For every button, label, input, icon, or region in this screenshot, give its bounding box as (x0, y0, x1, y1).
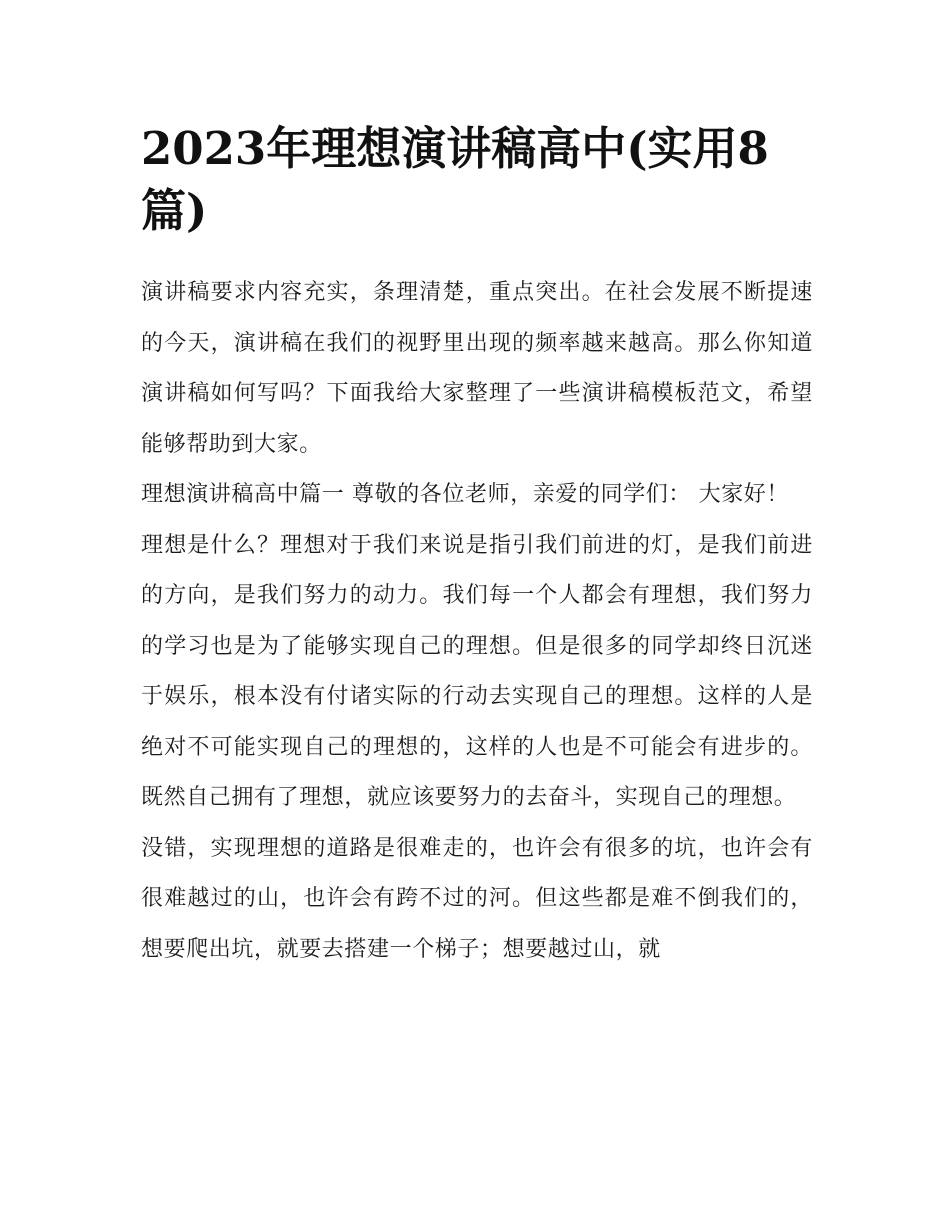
paragraph-ideal: 理想是什么？理想对于我们来说是指引我们前进的灯，是我们前进的方向，是我们努力的动力。我们每一个人都会有理想，我们努力的学习也是为了能够实现自己的理想。但是很多的同学却终日沉迷于娱乐，根本没有付诸实际的行动去实现自己的理想。这样的人是绝对不可能实现自己的理想的，这样的人也是不可能会有进步的。既然自己拥有了理想，就应该要努力的去奋斗，实现自己的理想。 (141, 532, 813, 810)
document-title: 2023年理想演讲稿高中(实用8篇) (141, 122, 769, 237)
paragraph-intro: 演讲稿要求内容充实，条理清楚，重点突出。在社会发展不断提速的今天，演讲稿在我们的视野里出现的频率越来越高。那么你知道演讲稿如何写吗？下面我给大家整理了一些演讲稿模板范文，希望能够帮助到大家。 (141, 280, 813, 457)
paragraph-greeting: 理想演讲稿高中篇一 尊敬的各位老师，亲爱的同学们： 大家好！ (141, 482, 789, 507)
document-page (141, 118, 813, 975)
paragraph-road: 没错，实现理想的道路是很难走的，也许会有很多的坑，也许会有很难越过的山，也许会有跨不过的河。但这些都是难不倒我们的，想要爬出坑，就要去搭建一个梯子；想要越过山，就 (141, 835, 813, 962)
